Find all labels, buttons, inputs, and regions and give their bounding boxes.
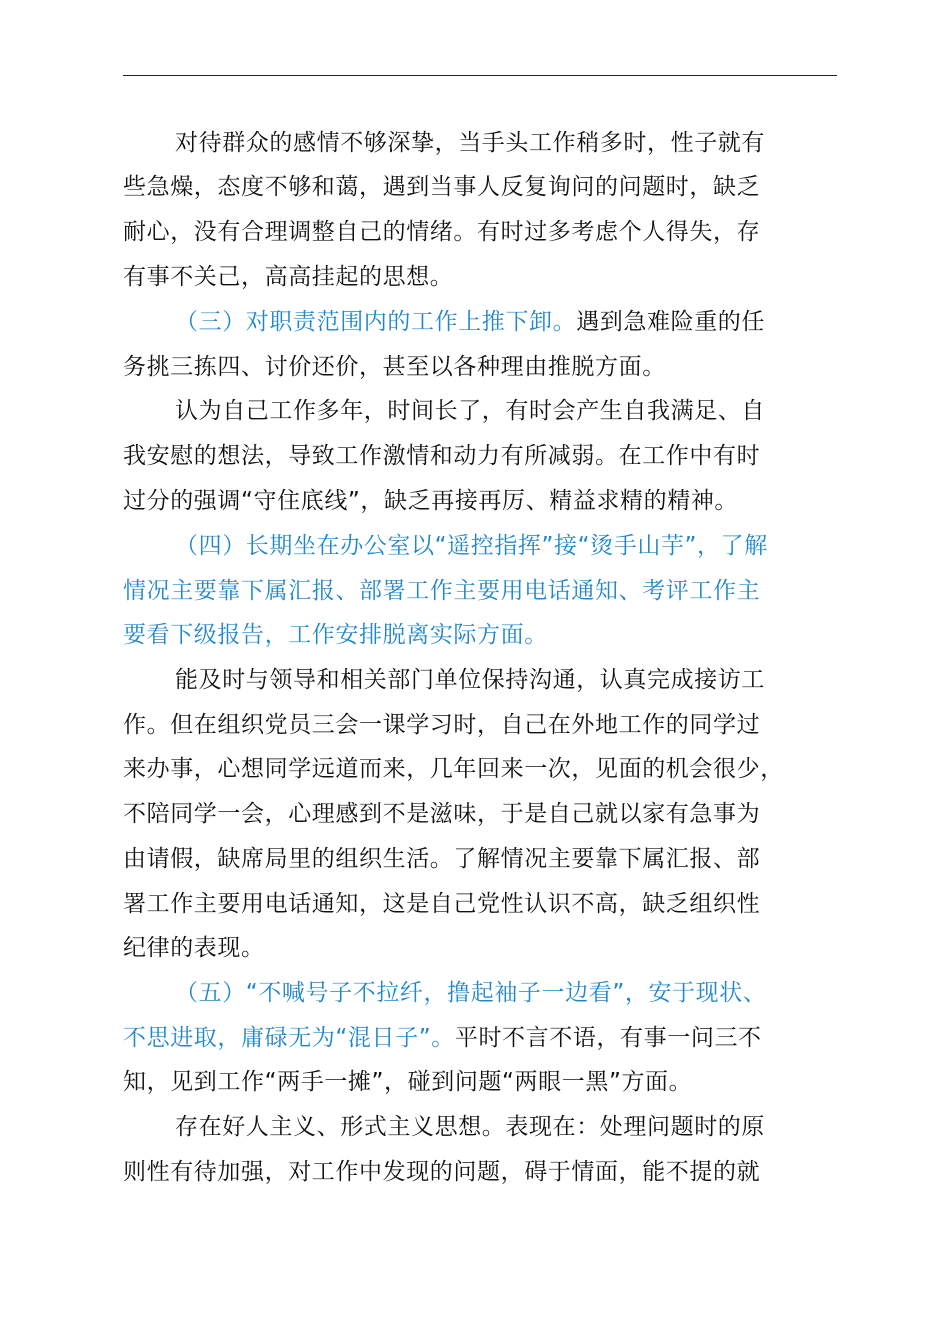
paragraph-line xyxy=(123,1068,692,1096)
paragraph-line xyxy=(123,711,760,739)
paragraph-line xyxy=(123,1024,762,1052)
header-rule xyxy=(123,75,837,76)
text-run: 遇到急难险重的任 xyxy=(576,309,766,335)
text-run: 不陪同学一会，心理感到不是滋味，于是自己就以家有急事为 xyxy=(123,801,761,827)
text-run: 知，见到工作“两手一摊”，碰到问题“两眼一黑”方面。 xyxy=(123,1069,693,1095)
section-heading: 不思进取，庸碌无为“混日子”。 xyxy=(123,1025,455,1051)
paragraph-line xyxy=(123,755,784,783)
paragraph-line xyxy=(123,845,760,873)
paragraph-line xyxy=(175,397,765,425)
text-run: 耐心，没有合理调整自己的情绪。有时过多考虑个人得失，存 xyxy=(123,219,761,245)
text-run: 我安慰的想法，导致工作激情和动力有所减弱。在工作中有时 xyxy=(123,443,761,469)
text-run: 作。但在组织党员三会一课学习时，自己在外地工作的同学过 xyxy=(123,712,761,738)
text-run: 能及时与领导和相关部门单位保持沟通，认真完成接访工 xyxy=(175,667,765,693)
paragraph-line xyxy=(123,800,760,828)
paragraph-line xyxy=(175,308,765,336)
text-run: 由请假，缺席局里的组织生活。了解情况主要靠下属汇报、部 xyxy=(123,846,761,872)
text-run: 有事不关己，高高挂起的思想。 xyxy=(123,264,454,290)
text-run: 则性有待加强，对工作中发现的问题，碍于情面，能不提的就 xyxy=(123,1159,761,1185)
paragraph-line xyxy=(123,353,666,381)
section-heading: （三）对职责范围内的工作上推下卸。 xyxy=(175,309,577,335)
section-heading: 要看下级报告，工作安排脱离实际方面。 xyxy=(123,622,548,648)
paragraph-line xyxy=(123,218,760,246)
text-run: 对待群众的感情不够深挚，当手头工作稍多时，性子就有 xyxy=(175,130,765,156)
paragraph-line xyxy=(175,532,768,560)
section-heading: （五）“不喊号子不拉纤，撸起袖子一边看”，安于现状、 xyxy=(175,980,767,1006)
paragraph-line xyxy=(123,934,265,962)
text-run: 纪律的表现。 xyxy=(123,935,265,961)
paragraph-line xyxy=(123,487,738,515)
paragraph-line xyxy=(123,442,760,470)
paragraph-line xyxy=(175,129,765,157)
paragraph-line xyxy=(175,1113,765,1141)
paragraph-line xyxy=(175,666,765,694)
text-run: 署工作主要用电话通知，这是自己党性认识不高，缺乏组织性 xyxy=(123,891,761,917)
paragraph-line xyxy=(123,621,548,649)
text-run: 来办事，心想同学远道而来，几年回来一次，见面的机会很少， xyxy=(123,756,784,782)
text-run: 过分的强调“守住底线”，缺乏再接再厉、精益求精的精神。 xyxy=(123,488,739,514)
text-run: 认为自己工作多年，时间长了，有时会产生自我满足、自 xyxy=(175,398,765,424)
section-heading: （四）长期坐在办公室以“遥控指挥”接“烫手山芋”，了解 xyxy=(175,533,768,559)
paragraph-line xyxy=(175,979,766,1007)
paragraph-line xyxy=(123,577,760,605)
paragraph-line xyxy=(123,1158,760,1186)
paragraph-line xyxy=(123,173,760,201)
paragraph-line xyxy=(123,263,453,291)
text-run: 存在好人主义、形式主义思想。表现在：处理问题时的原 xyxy=(175,1114,765,1140)
paragraph-line xyxy=(123,890,760,918)
text-run: 些急燥，态度不够和蔼，遇到当事人反复询问的问题时，缺乏 xyxy=(123,174,761,200)
text-run: 务挑三拣四、讨价还价，甚至以各种理由推脱方面。 xyxy=(123,354,666,380)
section-heading: 情况主要靠下属汇报、部署工作主要用电话通知、考评工作主 xyxy=(123,578,761,604)
text-run: 平时不言不语，有事一问三不 xyxy=(454,1025,762,1051)
